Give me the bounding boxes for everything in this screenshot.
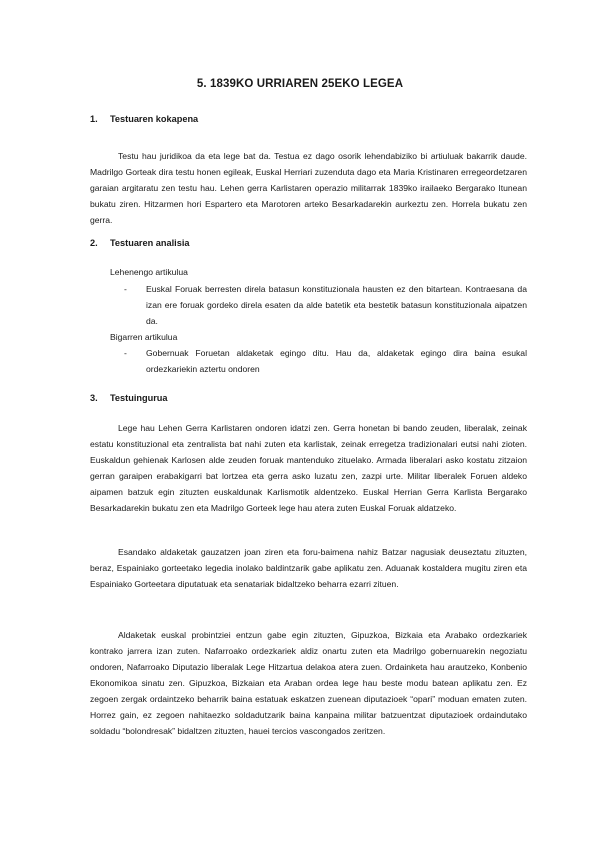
paragraph: Esandako aldaketak gauzatzen joan ziren eta foru-baimena nahiz Batzar nagusiak deuseztatu zituzten, beraz, Espainiako gorteetako legedia inolako baldintzarik gabe aplikatu zen. Aduanak kostaldera mugitu ziren eta Espainiako Gorteetara diputatuak eta senatariak bidaltzeko beharra ezarri zituen. xyxy=(90,547,527,589)
section-title: Testuaren kokapena xyxy=(110,114,199,124)
section-heading-3 xyxy=(90,393,168,403)
section-number: 2. xyxy=(90,238,98,248)
section-number: 3. xyxy=(90,393,98,403)
article-label: Bigarren artikulua xyxy=(110,332,178,342)
section-heading-1 xyxy=(90,114,198,124)
list-item-text: Gobernuak Foruetan aldaketak egingo ditu. Hau da, aldaketak egingo dira baina esukal ordezkariekin aztertu ondoren xyxy=(146,348,527,374)
section-number: 1. xyxy=(90,114,98,124)
section-title: Testuaren analisia xyxy=(110,238,190,248)
bullet-dash: - xyxy=(124,284,127,294)
list-item-text: Euskal Foruak berresten direla batasun konstituzionala hausten ez den bitartean. Kontraesana da izan ere foruak gordeko direla esaten da alde batetik eta bestetik batasun konstituzionala aipatzen da. xyxy=(146,284,527,326)
article-label: Lehenengo artikulua xyxy=(110,267,188,277)
section-heading-2 xyxy=(90,238,190,248)
bullet-dash: - xyxy=(124,348,127,358)
list-item xyxy=(124,345,527,377)
document-title: 5. 1839KO URRIAREN 25EKO LEGEA xyxy=(196,78,404,90)
paragraph: Aldaketak euskal probintziei entzun gabe egin zituzten, Gipuzkoa, Bizkaia eta Arabako ordezkariek kontrako jarrera izan zuten. Nafarroako ordezkariek aldiz onartu zuten eta Madrilgo gobernuarekin negoziatu ondoren, Nafarroako Diputazio liberalak Lege Hitzartua delakoa atera zuen. Ordainketa hau arautzeko, Konbenio Ekonomikoa sinatu zen. Gipuzkoa, Bizkaian eta Araban ordea lege hau beste modu batean aplikatu zen. Ez zegoen zergak ordaintzeko beharrik baina estatuak eskatzen zuenean diputazioek “opari” moduan ematen zuten. Horrez gain, ez zegoen nahitaezko soldadutzarik baina kanpaina militar batzuentzat diputazioek ordaindutako soldadu “bolondresak” bidaltzen zituzten, hauei tercios vascongados zeritzen. xyxy=(90,630,527,736)
paragraph: Testu hau juridikoa da eta lege bat da. Testua ez dago osorik lehendabiziko bi artiuluak bakarrik daude. Madrilgo Gorteak dira testu honen egileak, Euskal Herriari zuzenduta dago eta Maria Kristinaren erregeordetzaren garaian argitaratu zen testu hau. Lehen gerra Karlistaren operazio militarrak 1839ko irailaeko Bergarako Itunean bukatu ziren. Hitzarmen hori Espartero eta Marotoren arteko Besarkadarekin aurkeztu zen. Horrela bukatu zen gerra. xyxy=(90,151,527,225)
list-item xyxy=(124,281,527,329)
paragraph: Lege hau Lehen Gerra Karlistaren ondoren idatzi zen. Gerra honetan bi bando zeuden, liberalak, zeinak estatu konstituzional eta zentralista bat nahi zuten eta karlistak, zeinak erregetza tradizionalari eutsi nahi zioten. Euskaldun gehienak Karlosen alde zeuden foruak mantenduko zituelako. Armada liberalari asko kostatu zitzaion gerran garaipen erabakigarri bat lortzea eta gerra asko luzatu zen, zazpi urte. Militar liberalek Foruen aldeko aipamen batzuk egin zituzten euskaldunak Karlismotik aldentzeko. Euskal Herrian Gerra Karlista Bergarako Besarkadarekin bukatu zen eta Madrilgo Gorteek lege hau atera zuten Euskal Foruak aldatzeko. xyxy=(90,423,527,513)
section-title: Testuingurua xyxy=(110,393,168,403)
